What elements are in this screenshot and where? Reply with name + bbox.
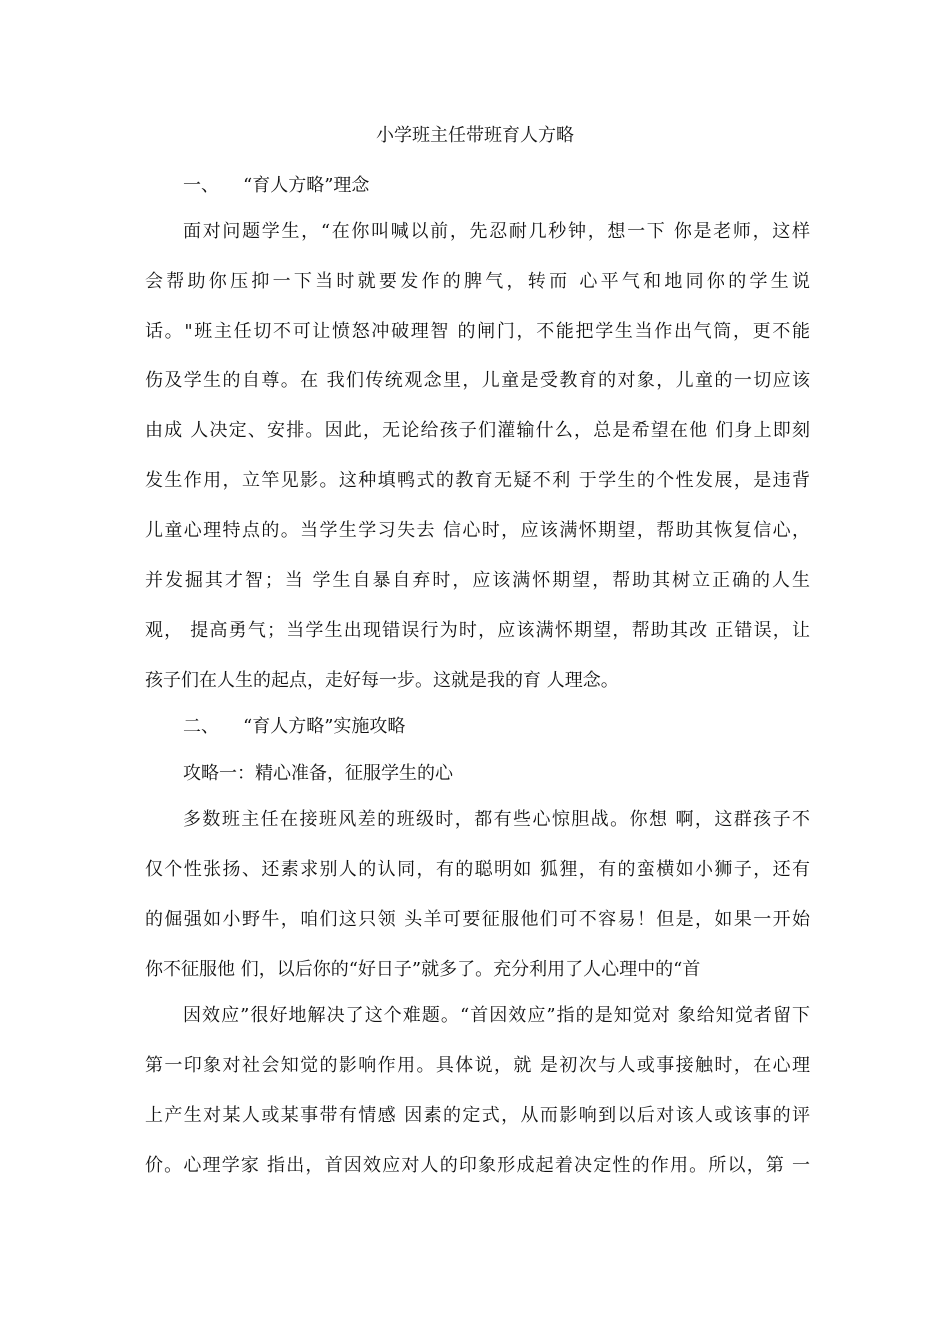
section-heading-2 (183, 715, 810, 739)
paragraph-line: 伤及学生的自尊。在 我们传统观念里，儿童是受教育的对象，儿童的一切应该 (145, 370, 810, 391)
paragraph-line: 会帮助你压抑一下当时就要发作的脾气，转而 心平气和地同你的学生说 (145, 271, 810, 292)
document-title: 小学班主任带班育人方略 (376, 125, 574, 146)
paragraph-line: 孩子们在人生的起点，走好每一步。这就是我的育 人理念。 (145, 670, 619, 691)
paragraph-line: 由成 人决定、安排。因此，无论给孩子们灌输什么，总是希望在他 们身上即刻 (145, 420, 810, 441)
section-heading-text: “育人方略”实施攻略 (243, 716, 406, 737)
paragraph-line: 面对问题学生，“在你叫喊以前，先忍耐几秒钟，想一下 你是老师，这样 (183, 221, 810, 242)
paragraph-line: 多数班主任在接班风差的班级时，都有些心惊胆战。你想 啊，这群孩子不 (183, 809, 810, 830)
paragraph-line: 价。心理学家 指出，首因效应对人的印象形成起着决定性的作用。所以，第 一 (145, 1155, 810, 1176)
paragraph-line: 话。"班主任切不可让愤怒冲破理智 的闸门，不能把学生当作出气筒，更不能 (145, 321, 810, 342)
paragraph-line: 仅个性张扬、还素求别人的认同，有的聪明如 狐狸，有的蛮横如小狮子，还有 (145, 859, 810, 880)
paragraph-line: 第一印象对社会知觉的影响作用。具体说，就 是初次与人或事接触时，在心理 (145, 1055, 810, 1076)
section-heading-1 (183, 174, 810, 198)
paragraph-line: 你不征服他 们，以后你的“好日子”就多了。充分利用了人心理中的“首 (145, 959, 701, 980)
paragraph-line: 儿童心理特点的。当学生学习失去 信心时，应该满怀期望，帮助其恢复信心， (145, 520, 810, 541)
paragraph-line: 观， 提高勇气；当学生出现错误行为时，应该满怀期望，帮助其改 正错误，让 (145, 620, 810, 641)
paragraph-line: 的倔强如小野牛，咱们这只领 头羊可要征服他们可不容易！但是，如果一开始 (145, 909, 810, 930)
section-number: 一、 (183, 175, 219, 196)
paragraph-line: 并发掘其才智；当 学生自暴自弃时，应该满怀期望，帮助其树立正确的人生 (145, 570, 810, 591)
strategy-heading: 攻略一：精心准备，征服学生的心 (183, 763, 453, 784)
paragraph-line: 上产生对某人或某事带有情感 因素的定式，从而影响到以后对该人或该事的评 (145, 1105, 810, 1126)
section-heading-text: “育人方略”理念 (243, 175, 370, 196)
paragraph-line: 因效应”很好地解决了这个难题。“首因效应”指的是知觉对 象给知觉者留下 (183, 1005, 810, 1026)
section-number: 二、 (183, 716, 219, 737)
paragraph-line: 发生作用，立竿见影。这种填鸭式的教育无疑不利 于学生的个性发展，是违背 (145, 470, 810, 491)
